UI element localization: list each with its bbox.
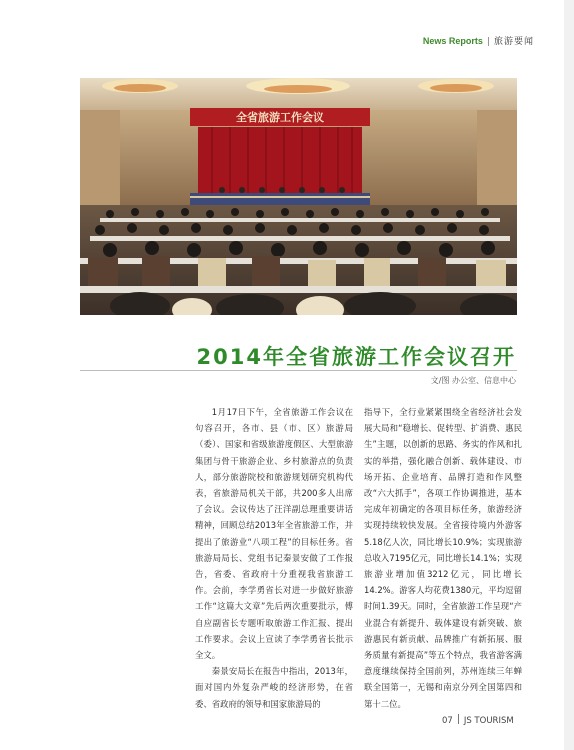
footer-divider xyxy=(458,714,459,724)
page-footer xyxy=(442,714,514,726)
paragraph: 指导下，全行业紧紧围绕全省经济社会发展大局和“稳增长、促转型、扩消费、惠民生”主题，以创新的思路、务实的作风和扎实的举措，强化融合创新、载体建设、市场开拓、企业培育、品牌打造和作风整改“六大抓手”，各项工作协调推进，基本完成年初确定的各项目标任务，旅游经济实现持续较快发展。全省接待境内外游客5.18亿人次，同比增长10.9%；实现旅游总收入7195亿元，同比增长14.1%；实现旅游业增加值3212亿元，同比增长14.2%。游客人均花费1380元，平均逗留时间1.39天。同时，全省旅游工作呈现“产业混合有新提升、载体建设有新突破、旅游惠民有新贡献、品牌推广有新拓展、服务质量有新提高”等五个特点，我省游客满意度继续保持全国前列，苏州连续三年蝉联全国第一，无锡和南京分列全国第四和第十二位。 xyxy=(364,407,522,709)
paragraph: 秦景安局长在报告中指出，2013年，面对国内外复杂严峻的经济形势，在省委、省政府的领导和国家旅游局的 xyxy=(195,666,353,709)
article-column-right xyxy=(364,404,522,712)
section-label-en: News Reports xyxy=(422,36,483,46)
page-number: 07 xyxy=(442,716,453,726)
header-divider: | xyxy=(486,37,490,47)
section-header xyxy=(423,34,534,47)
article-title: 2014年全省旅游工作会议召开 xyxy=(196,345,516,369)
section-label-cn: 旅游要闻 xyxy=(493,37,534,47)
banner-text: 全省旅游工作会议 xyxy=(236,111,324,124)
page-edge xyxy=(564,0,574,750)
article-column-left xyxy=(195,404,353,712)
conference-photo xyxy=(80,78,517,315)
conference-hall-illustration xyxy=(80,78,517,315)
article-byline: 文/图 办公室、信息中心 xyxy=(430,376,516,385)
paragraph: 1月17日下午，全省旅游工作会议在句容召开，各市、县（市、区）旅游局（委）、国家和省级旅游度假区、大型旅游集团与骨干旅游企业、乡村旅游点的负责人，部分旅游院校和旅游规划研究机构代表，省旅游局机关干部，共200多人出席了会议。会议传达了汪洋副总理重要讲话精神，回顾总结2013年全省旅游工作，并提出了旅游业“八项工程”的目标任务。省旅游局局长、党组书记秦景安做了工作报告，省委、省政府十分重视我省旅游工作。会前，李学勇省长对进一步做好旅游工作“这篇大文章”先后两次重要批示，傅自应副省长专题听取旅游工作汇报、提出工作要求。会议上宣读了李学勇省长批示全文。 xyxy=(195,407,353,661)
magazine-name: JS TOURISM xyxy=(463,716,514,726)
title-divider xyxy=(80,370,517,371)
